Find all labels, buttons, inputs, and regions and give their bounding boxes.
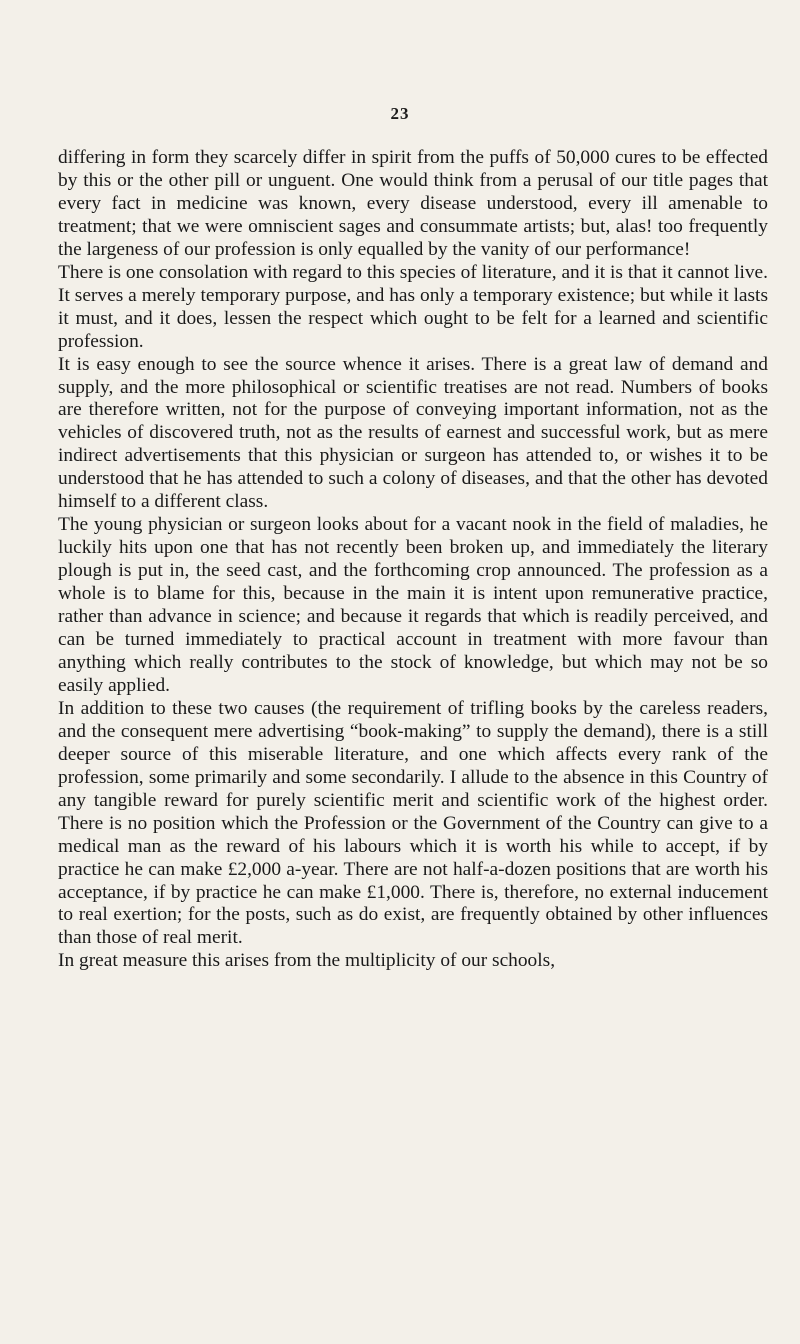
paragraph-5: In addition to these two causes (the requirement of trifling books by the careless readers, and the consequent mere advertising “book-making” to supply the demand), there is a still deeper source of this miserable literature, and one which affects every rank of the profession, some primarily and some secondarily. I allude to the absence in this Country of any tangible reward for purely scientific merit and scientific work of the highest order. There is no position which the Profession or the Government of the Country can give to a medical man as the reward of his labours which it is worth his while to accept, if by practice he can make £2,000 a-year. There are not half-a-dozen positions that are worth his acceptance, if by practice he can make £1,000. There is, therefore, no external inducement to real exertion; for the posts, such as do exist, are frequently obtained by other influences than those of real merit. bbox=[58, 697, 768, 949]
page-number: 23 bbox=[390, 104, 410, 123]
paragraph-2: There is one consolation with regard to this species of literature, and it is that it cannot live. It serves a merely temporary purpose, and has only a temporary existence; but while it lasts it must, and it does, lessen the respect which ought to be felt for a learned and scientific profession. bbox=[58, 261, 768, 352]
paragraph-6: In great measure this arises from the multiplicity of our schools, bbox=[58, 950, 556, 972]
body-text bbox=[58, 147, 768, 973]
paragraph-4: The young physician or surgeon looks about for a vacant nook in the field of maladies, he luckily hits upon one that has not recently been broken up, and immediately the literary plough is put in, the seed cast, and the forthcoming crop announced. The profession as a whole is to blame for this, because in the main it is intent upon remunerative practice, rather than advance in science; and because it regards that which is readily perceived, and can be turned immediately to practical account in treatment with more favour than anything which really contributes to the stock of knowledge, but which may not be so easily applied. bbox=[58, 514, 768, 696]
paragraph-1: differing in form they scarcely differ in spirit from the puffs of 50,000 cures to be effected by this or the other pill or unguent. One would think from a perusal of our title pages that every fact in medicine was known, every disease understood, every ill amenable to treatment; that we were omniscient sages and consummate artists; but, alas! too frequently the largeness of our profession is only equalled by the vanity of our performance! bbox=[58, 147, 768, 260]
paragraph-3: It is easy enough to see the source whence it arises. There is a great law of demand and supply, and the more philosophical or scientific treatises are not read. Numbers of books are therefore written, not for the purpose of conveying important information, not as the vehicles of discovered truth, not as the results of earnest and successful work, but as mere indirect advertisements that this physician or surgeon has attended to, or wishes it to be understood that he has attended to such a colony of diseases, and that the other has devoted himself to a different class. bbox=[58, 353, 768, 513]
